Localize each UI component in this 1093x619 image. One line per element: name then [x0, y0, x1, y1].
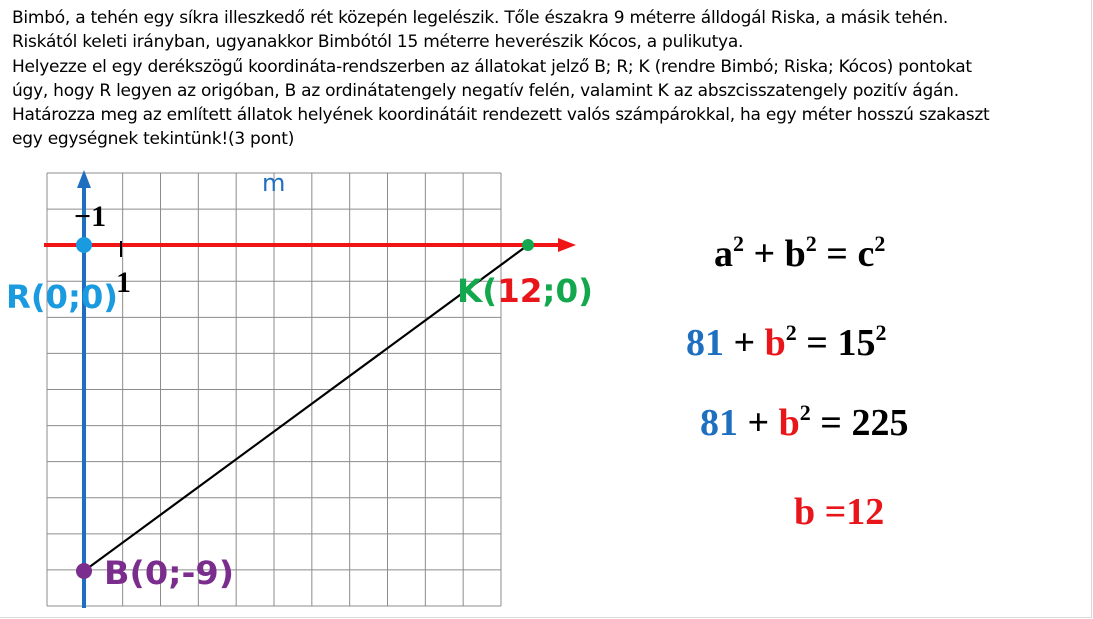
equation-substituted: $81 + b^2 = 15^2$ — [686, 320, 887, 364]
problem-line: úgy, hogy R legyen az origóban, B az ordinátatengely negatív felén, valamint K az abszcisszatengely pozitív ágán. — [12, 80, 959, 101]
point-b-label: B(0;-9) — [104, 554, 234, 592]
point-k — [522, 239, 534, 251]
problem-line: egy egységnek tekintünk!(3 pont) — [12, 129, 295, 150]
point-k-label-suffix: ;0) — [542, 272, 593, 310]
point-b — [76, 563, 92, 579]
point-k-label-value: 12 — [497, 272, 542, 310]
equation-pythagoras: $a^2 + b^2 = c^2$ — [714, 231, 886, 275]
tick-y-label: −1 — [74, 200, 107, 233]
tick-x-label: 1 — [116, 266, 131, 299]
axis-label-m: m — [262, 169, 286, 197]
point-r — [76, 237, 92, 253]
point-k-label — [457, 272, 593, 310]
equation-result: b =12 — [794, 491, 885, 533]
equation-squared: $81 + b^2 = 225$ — [700, 400, 909, 444]
problem-line: Helyezze el egy derékszögű koordináta-rendszerben az állatokat jelző B; R; K (rendre Bimbó; Riska; Kócos) pontokat — [12, 56, 972, 77]
problem-line: Bimbó, a tehén egy síkra illeszkedő rét közepén legelészik. Tőle északra 9 méterre álldogál Riska, a másik tehén. — [12, 8, 949, 28]
problem-line: Riskától keleti irányban, ugyanakkor Bimbótól 15 méterre heverészik Kócos, a pulikutya. — [12, 32, 744, 53]
x-axis-arrow-icon — [558, 238, 576, 252]
problem-line: Határozza meg az említett állatok helyének koordinátáit rendezett valós számpárokkal, ha egy méter hosszú szakaszt — [12, 105, 990, 126]
grid — [47, 173, 501, 606]
point-k-label-prefix: K( — [457, 272, 497, 310]
point-r-label: R(0;0) — [6, 278, 118, 316]
